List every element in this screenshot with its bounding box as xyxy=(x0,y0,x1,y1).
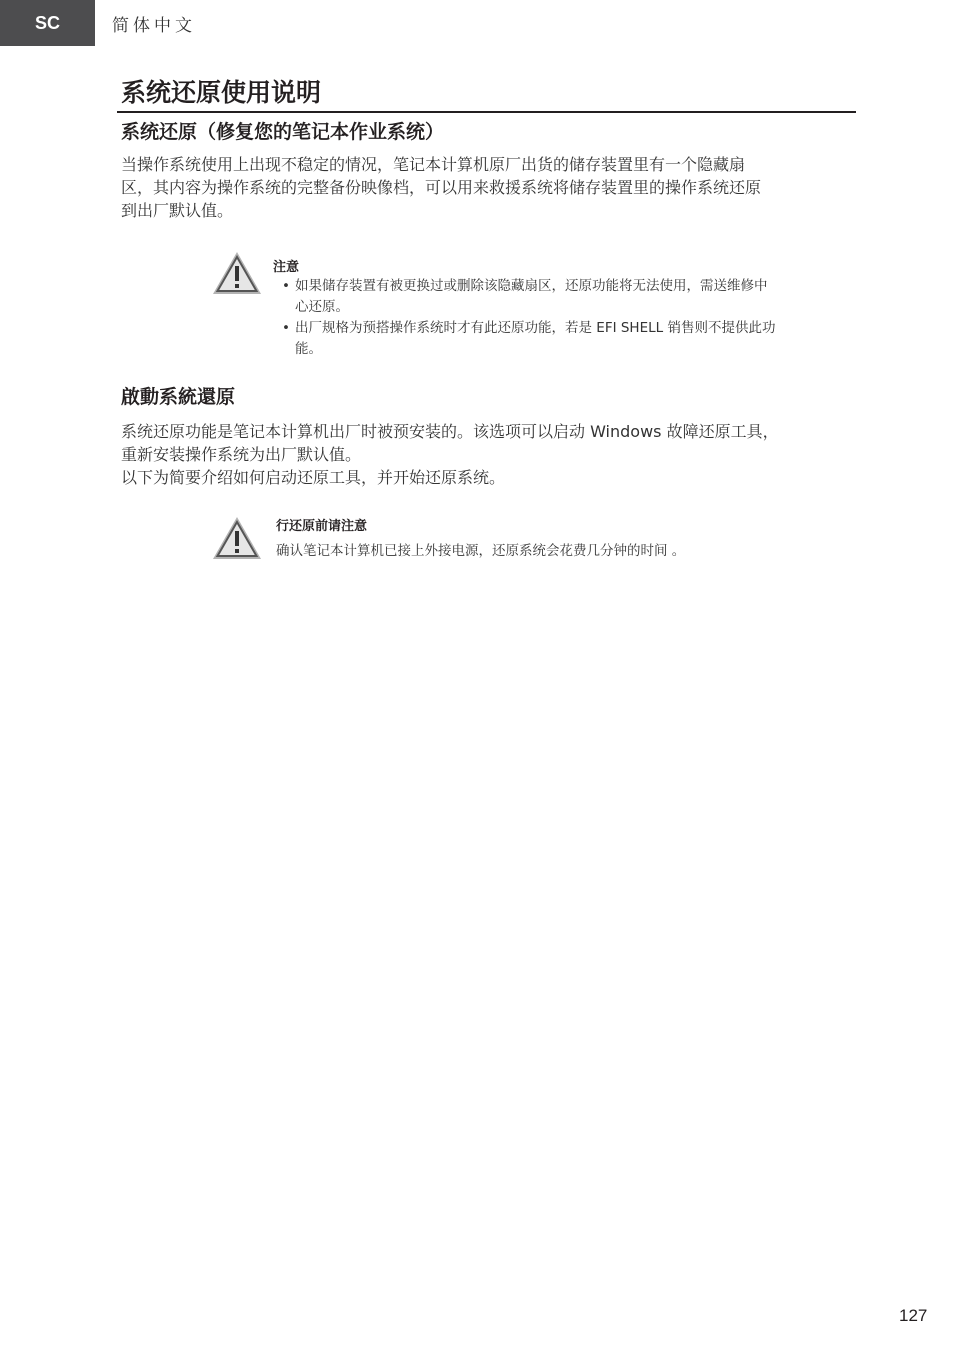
section1-body-line: 区，其内容为操作系统的完整备份映像档，可以用来救援系统将储存装置里的操作系统还原 xyxy=(121,178,762,197)
language-tab: SC xyxy=(0,0,95,46)
note-item-line: 出厂规格为预搭操作系统时才有此还原功能，若是 EFI SHELL 销售则不提供此功 xyxy=(295,320,776,336)
section2-body-line: 系统还原功能是笔记本计算机出厂时被预安装的。该选项可以启动 Windows 故障还原工具， xyxy=(121,422,779,441)
note-item-line: 如果储存装置有被更换过或删除该隐藏扇区，还原功能将无法使用，需送维修中 xyxy=(295,278,768,294)
note-text: 确认笔记本计算机已接上外接电源，还原系统会花费几分钟的时间 。 xyxy=(276,543,686,559)
note-item xyxy=(282,276,842,318)
section1-body-line: 当操作系统使用上出现不稳定的情况，笔记本计算机原厂出货的储存装置里有一个隐藏扇 xyxy=(121,155,746,174)
bullet-icon: • xyxy=(282,320,290,336)
section1-body-line: 到出厂默认值。 xyxy=(121,201,234,220)
section2-body-line: 以下为简要介绍如何启动还原工具，并开始还原系统。 xyxy=(121,468,506,487)
section2-body xyxy=(121,420,856,489)
title-divider xyxy=(117,111,856,113)
section2-body-line: 重新安装操作系统为出厂默认值。 xyxy=(121,445,362,464)
section1-body xyxy=(121,153,856,222)
section-heading-system-restore: 系统还原（修复您的笔记本作业系统） xyxy=(121,121,445,143)
section-heading-start-restore: 啟動系統還原 xyxy=(121,386,236,408)
warning-triangle-icon xyxy=(211,250,263,296)
bullet-icon: • xyxy=(282,278,290,294)
page-title: 系统还原使用说明 xyxy=(121,78,322,107)
note-list xyxy=(282,276,842,360)
page-number: 127 xyxy=(899,1306,928,1325)
note-item-line: 能。 xyxy=(295,341,322,357)
note-title: 行还原前请注意 xyxy=(276,519,368,534)
note-title: 注意 xyxy=(273,260,300,275)
note-item xyxy=(282,318,842,360)
note-item-line: 心还原。 xyxy=(295,299,349,315)
warning-triangle-icon xyxy=(211,515,263,561)
language-name: 简体中文 xyxy=(112,16,196,36)
